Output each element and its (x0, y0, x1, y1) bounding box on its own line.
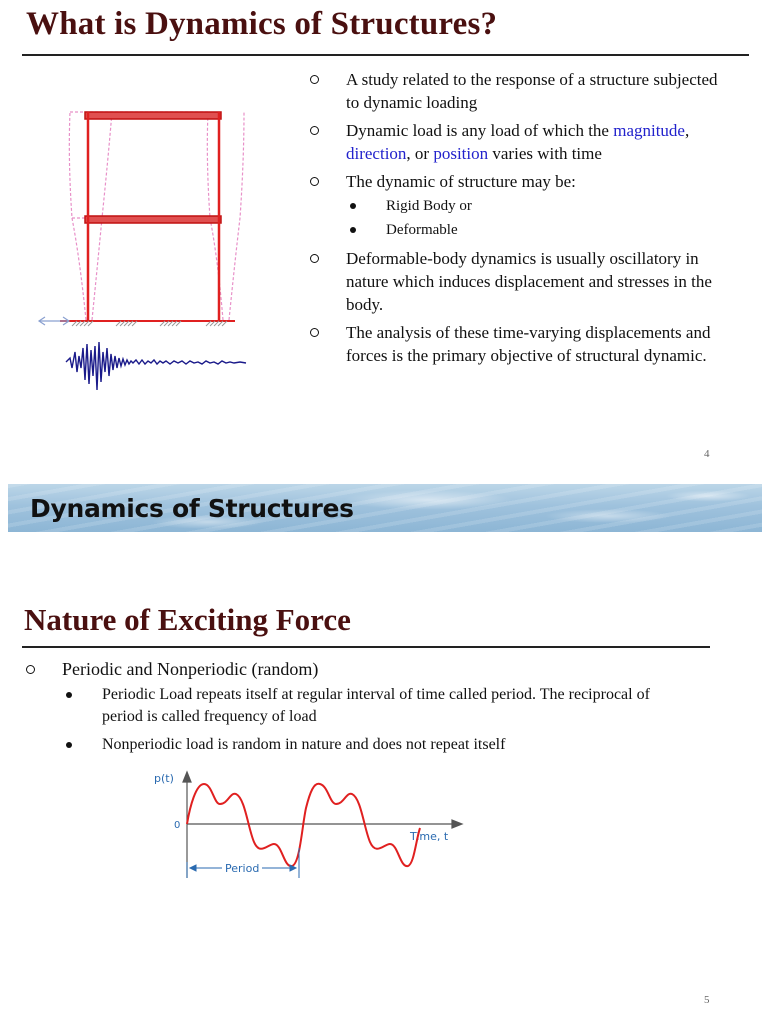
bullet-study: A study related to the response of a structure subjected to dynamic loading (308, 68, 728, 114)
slide-what-is-dynamics (0, 0, 768, 478)
slide-title: Nature of Exciting Force (24, 602, 351, 637)
title-underline (22, 646, 710, 648)
sub-bullet-rigid: Rigid Body or (308, 195, 728, 217)
bullet-list (308, 68, 728, 372)
slide-title: What is Dynamics of Structures? (26, 6, 498, 42)
water-banner (8, 484, 762, 532)
bullet-analysis: The analysis of these time-varying displacements and forces is the primary objective of structural dynamic. (308, 321, 728, 367)
periodic-load-graph (150, 766, 480, 896)
sub-bullet-nonperiodic: Nonperiodic load is random in nature and does not repeat itself (24, 734, 694, 756)
x-axis-arrow (452, 820, 462, 828)
title-underline (22, 54, 749, 56)
y-axis-arrow (183, 772, 191, 782)
ground-motion-arrow (39, 317, 69, 325)
keyword-position: position (433, 144, 489, 163)
keyword-magnitude: magnitude (613, 121, 685, 140)
building-frame (60, 112, 235, 321)
bullet-deformable-dynamics: Deformable-body dynamics is usually oscillatory in nature which induces displacement and stresses in the body. (308, 247, 728, 316)
zero-label: 0 (174, 820, 181, 831)
frame-figure (30, 100, 280, 430)
y-axis-label: p(t) (154, 772, 174, 785)
bullet-periodic-nonperiodic: Periodic and Nonperiodic (random) (24, 658, 694, 681)
slide-nature-of-exciting-force (0, 478, 768, 1024)
bullet-may-be: The dynamic of structure may be: (308, 170, 728, 193)
load-curve (187, 784, 420, 866)
seismic-signal (66, 342, 246, 390)
page-number: 4 (704, 448, 710, 460)
bullet-list (24, 658, 694, 758)
page-number: 5 (704, 994, 710, 1006)
x-axis-label: Time, t (410, 830, 449, 843)
period-arrow-left (190, 865, 196, 871)
period-label: Period (225, 862, 260, 875)
banner-title: Dynamics of Structures (30, 494, 354, 523)
keyword-direction: direction (346, 144, 407, 163)
bullet-dynamic-load: Dynamic load is any load of which the magnitude, direction, or position varies with time (308, 119, 728, 165)
sub-bullet-deformable: Deformable (308, 219, 728, 241)
sub-bullet-periodic: Periodic Load repeats itself at regular interval of time called period. The reciprocal of period is called frequency of load (24, 684, 694, 728)
